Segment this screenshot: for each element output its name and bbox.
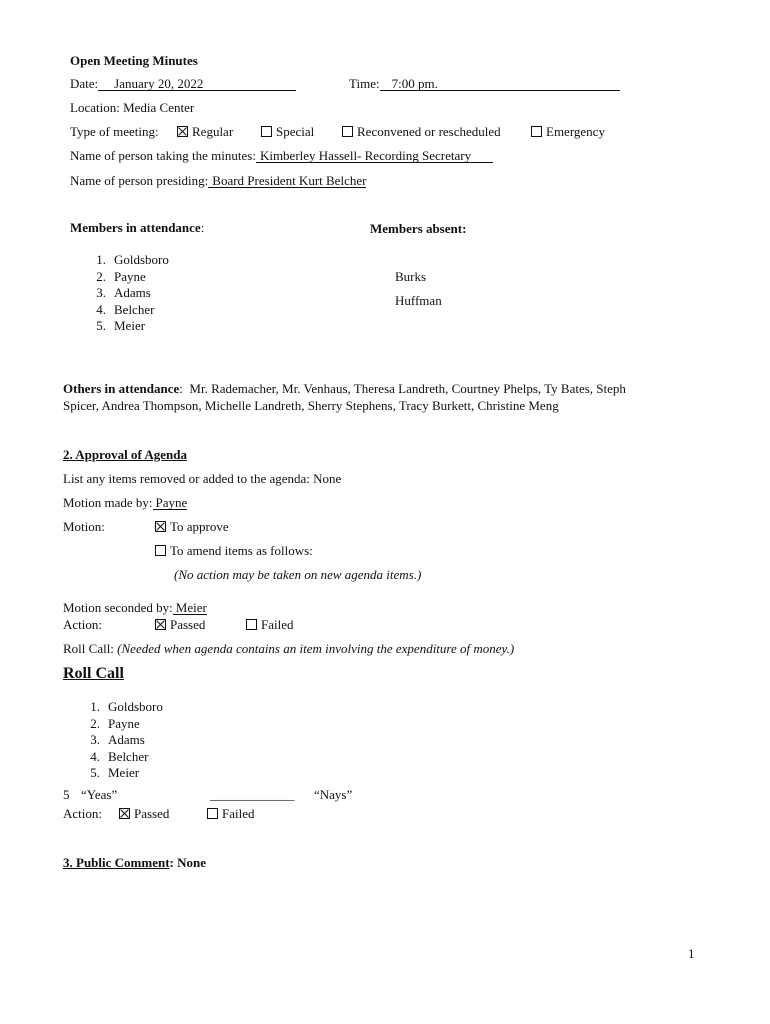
date-value: January 20, 2022 <box>98 77 296 91</box>
motion-made-by: Motion made by: Payne <box>63 495 188 510</box>
list-item: 5. Meier <box>90 765 140 780</box>
motion-seconded: Motion seconded by: Meier <box>63 600 207 615</box>
public-comment: 3. Public Comment: None <box>63 855 206 870</box>
checkbox-empty-icon[interactable] <box>155 545 166 556</box>
agenda-note: (No action may be taken on new agenda items.) <box>174 567 422 582</box>
date-label: Date: <box>70 76 99 91</box>
yeas-label: “Yeas” <box>81 787 118 802</box>
list-item: 2. Payne <box>96 268 146 284</box>
meeting-type-label: Type of meeting: <box>70 124 159 139</box>
agenda-items-changed: List any items removed or added to the agenda: None <box>63 471 342 486</box>
meeting-type-special[interactable]: Special <box>261 124 314 139</box>
list-item: 3. Adams <box>96 285 151 300</box>
option-approve[interactable]: To approve <box>155 519 229 534</box>
action-failed[interactable]: Failed <box>246 617 294 632</box>
minutes-taker-value: Kimberley Hassell- Recording Secretary <box>256 149 493 163</box>
action-label: Action: <box>63 617 102 632</box>
roll-call-note: Roll Call: (Needed when agenda contains an item involving the expenditure of money.) <box>63 641 515 656</box>
time-value: 7:00 pm. <box>380 77 620 91</box>
absent-member: Huffman <box>395 293 442 308</box>
document-title: Open Meeting Minutes <box>70 53 198 68</box>
checkbox-checked-icon[interactable] <box>177 126 188 137</box>
checkbox-empty-icon[interactable] <box>207 808 218 819</box>
location: Location: Media Center <box>70 100 195 115</box>
minutes-taker: Name of person taking the minutes: Kimberley Hassell- Recording Secretary <box>70 148 493 163</box>
presiding: Name of person presiding: Board President Kurt Belcher <box>70 173 367 188</box>
roll-call-heading: Roll Call <box>63 665 124 682</box>
list-item: 4. Belcher <box>90 748 149 764</box>
page-number: 1 <box>688 946 695 961</box>
checkbox-empty-icon[interactable] <box>342 126 353 137</box>
meeting-type-reconvened[interactable]: Reconvened or rescheduled <box>342 124 501 139</box>
meeting-type-regular[interactable]: Regular <box>177 124 233 139</box>
list-item: 5. Meier <box>96 318 146 333</box>
time-field <box>349 76 620 91</box>
others-attendance: Others in attendance: Mr. Rademacher, Mr. Venhaus, Theresa Landreth, Courtney Phelps, Ty Bates, Steph <box>63 381 626 396</box>
option-amend[interactable]: To amend items as follows: <box>155 543 313 558</box>
checkbox-empty-icon[interactable] <box>261 126 272 137</box>
checkbox-checked-icon[interactable] <box>155 521 166 532</box>
meeting-type-emergency[interactable]: Emergency <box>531 124 605 139</box>
presiding-value: Board President Kurt Belcher <box>208 174 366 188</box>
list-item: 1. Goldsboro <box>96 252 169 267</box>
checkbox-empty-icon[interactable] <box>246 619 257 630</box>
members-absent-heading: Members absent: <box>370 221 467 236</box>
members-present-heading: Members in attendance: <box>70 220 205 235</box>
nays-label: “Nays” <box>314 787 353 802</box>
agenda-heading: 2. Approval of Agenda <box>63 447 188 462</box>
time-label: Time: <box>349 76 380 91</box>
list-item: 1. Goldsboro <box>90 699 163 714</box>
date-field <box>70 76 296 91</box>
roll-call-list <box>78 699 163 782</box>
checkbox-checked-icon[interactable] <box>119 808 130 819</box>
roll-call-action-label: Action: <box>63 806 102 821</box>
checkbox-checked-icon[interactable] <box>155 619 166 630</box>
members-present-list <box>84 252 169 335</box>
action-passed[interactable]: Passed <box>155 617 205 632</box>
list-item: 4. Belcher <box>96 301 155 317</box>
yeas-count: 5 <box>63 787 70 802</box>
list-item: 3. Adams <box>90 732 145 747</box>
checkbox-empty-icon[interactable] <box>531 126 542 137</box>
others-attendance-cont: Spicer, Andrea Thompson, Michelle Landreth, Sherry Stephens, Tracy Burkett, Christine Meng <box>63 398 559 413</box>
roll-call-passed[interactable]: Passed <box>119 806 169 821</box>
motion-label: Motion: <box>63 519 105 534</box>
roll-call-failed[interactable]: Failed <box>207 806 255 821</box>
absent-member: Burks <box>395 269 427 284</box>
nays-blank: _____________ <box>210 787 295 802</box>
list-item: 2. Payne <box>90 715 140 731</box>
